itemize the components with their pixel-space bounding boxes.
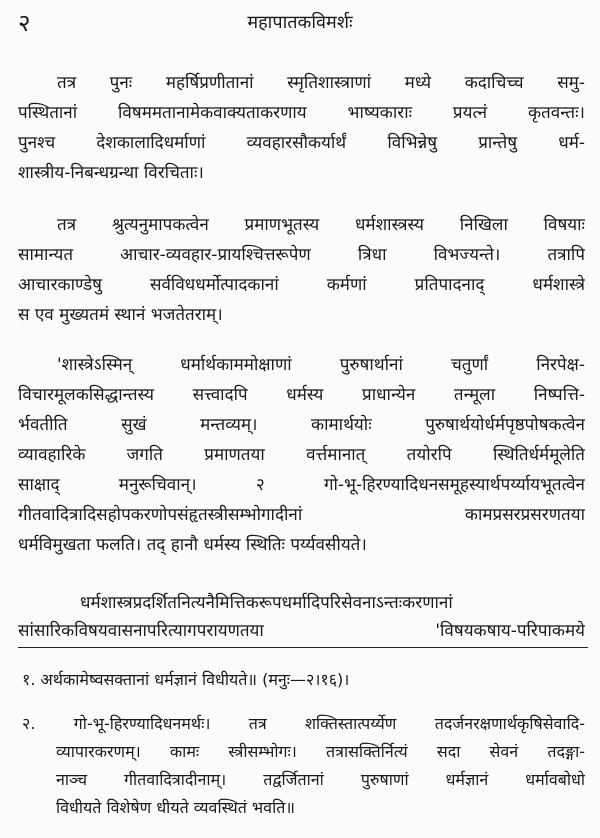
running-title: महापातकविमर्शः	[247, 12, 353, 33]
page-header	[0, 4, 600, 48]
text-line: पुनश्च देशकालादिधर्माणां व्यवहारसौकर्यार्थं विभिन्नेषु प्रान्तेषु धर्म-	[18, 133, 585, 153]
text-line: तत्र श्रुत्यनुमापकत्वेन प्रमाणभूतस्य धर्मशास्त्रस्य निखिला विषयाः	[57, 215, 585, 235]
page-number: २	[18, 9, 31, 37]
footnote-line: २. गो-भू-हिरण्यादिधनमर्थः। तत्र शक्तिस्तात्पर्य्येण तदर्जनरक्षणार्थकृषिसेवादि-	[22, 714, 585, 733]
footnote-line: विधीयते विशेषेण धीयते व्यवस्थितं भवति॥	[56, 798, 295, 817]
footnote-line: व्यापारकरणम्। कामः स्त्रीसम्भोगः। तत्रासक्तिर्नित्यं सदा सेवनं तदङ्गा-	[56, 742, 585, 761]
footnote-line: नाञ्च गीतवादित्रादीनाम्। तद्वर्जितानां पुरुषाणां धर्मज्ञानं धर्मावबोधो	[56, 770, 585, 789]
text-line: सामान्यत आचार-व्यवहार-प्रायश्चित्तरूपेण त्रिधा विभज्यन्ते। तत्रापि	[18, 245, 585, 265]
text-line: धर्मविमुखता फलति। तद् हानौ धर्मस्य स्थितिः पर्य्यवसीयते।	[18, 535, 367, 555]
text-line: व्यावहारिके जगति प्रमाणतया वर्त्तमानात् तयोरपि स्थितिर्धर्ममूलेति	[18, 445, 585, 465]
text-line: शास्त्रीय-निबन्धग्रन्था विरचिताः।	[18, 163, 204, 183]
footnote-separator	[18, 647, 588, 648]
text-line: पस्थितानां विषममतानामेकवाक्यताकरणाय भाष्यकाराः प्रयत्नं कृतवन्तः।	[18, 103, 585, 123]
text-line: साक्षाद् मनुरूचिवान्। २ गो-भू-हिरण्यादिधनसमूहस्यार्थपर्य्यायभूतत्वेन	[18, 475, 585, 495]
footnote-line: १. अर्थकामेष्वसक्तानां धर्मज्ञानं विधीयते॥ (मनुः—२।१६)।	[22, 670, 350, 689]
text-line: सांसारिकविषयवासनापरित्यागपरायणतया 'विषयकषाय-परिपाकमये	[18, 621, 585, 641]
text-line: तत्र पुनः महर्षिप्रणीतानां स्मृतिशास्त्राणां मध्ये कदाचिच्च समु-	[57, 73, 585, 93]
text-line: धर्मशास्त्रप्रदर्शितनित्यनैमित्तिकरूपधर्मादिपरिसेवनाऽन्तःकरणानां	[80, 593, 453, 613]
text-line: स एव मुख्यतमं स्थानं भजतेतराम्।	[18, 305, 223, 325]
text-line: आचारकाण्डेषु सर्वविधधर्मोत्पादकानां कर्मणां प्रतिपादनाद् धर्मशास्त्रे	[18, 275, 585, 295]
text-line: 'शास्त्रेऽस्मिन् धर्मार्थकाममोक्षाणां पुरुषार्थानां चतुर्णां निरपेक्ष-	[57, 355, 585, 375]
text-line: विचारमूलकसिद्धान्तस्य सत्त्वादपि धर्मस्य प्राधान्येन तन्मूला निष्पत्ति-	[18, 385, 585, 405]
text-line: गीतवादित्रादिसहोपकरणोपसंहृतस्त्रीसम्भोगादीनां कामप्रसरप्रसरणतया	[18, 505, 585, 525]
text-line: र्भवतीति सुखं मन्तव्यम्। कामार्थयोः पुरुषार्थयोर्धर्मपृष्ठपोषकत्वेन	[18, 415, 585, 435]
